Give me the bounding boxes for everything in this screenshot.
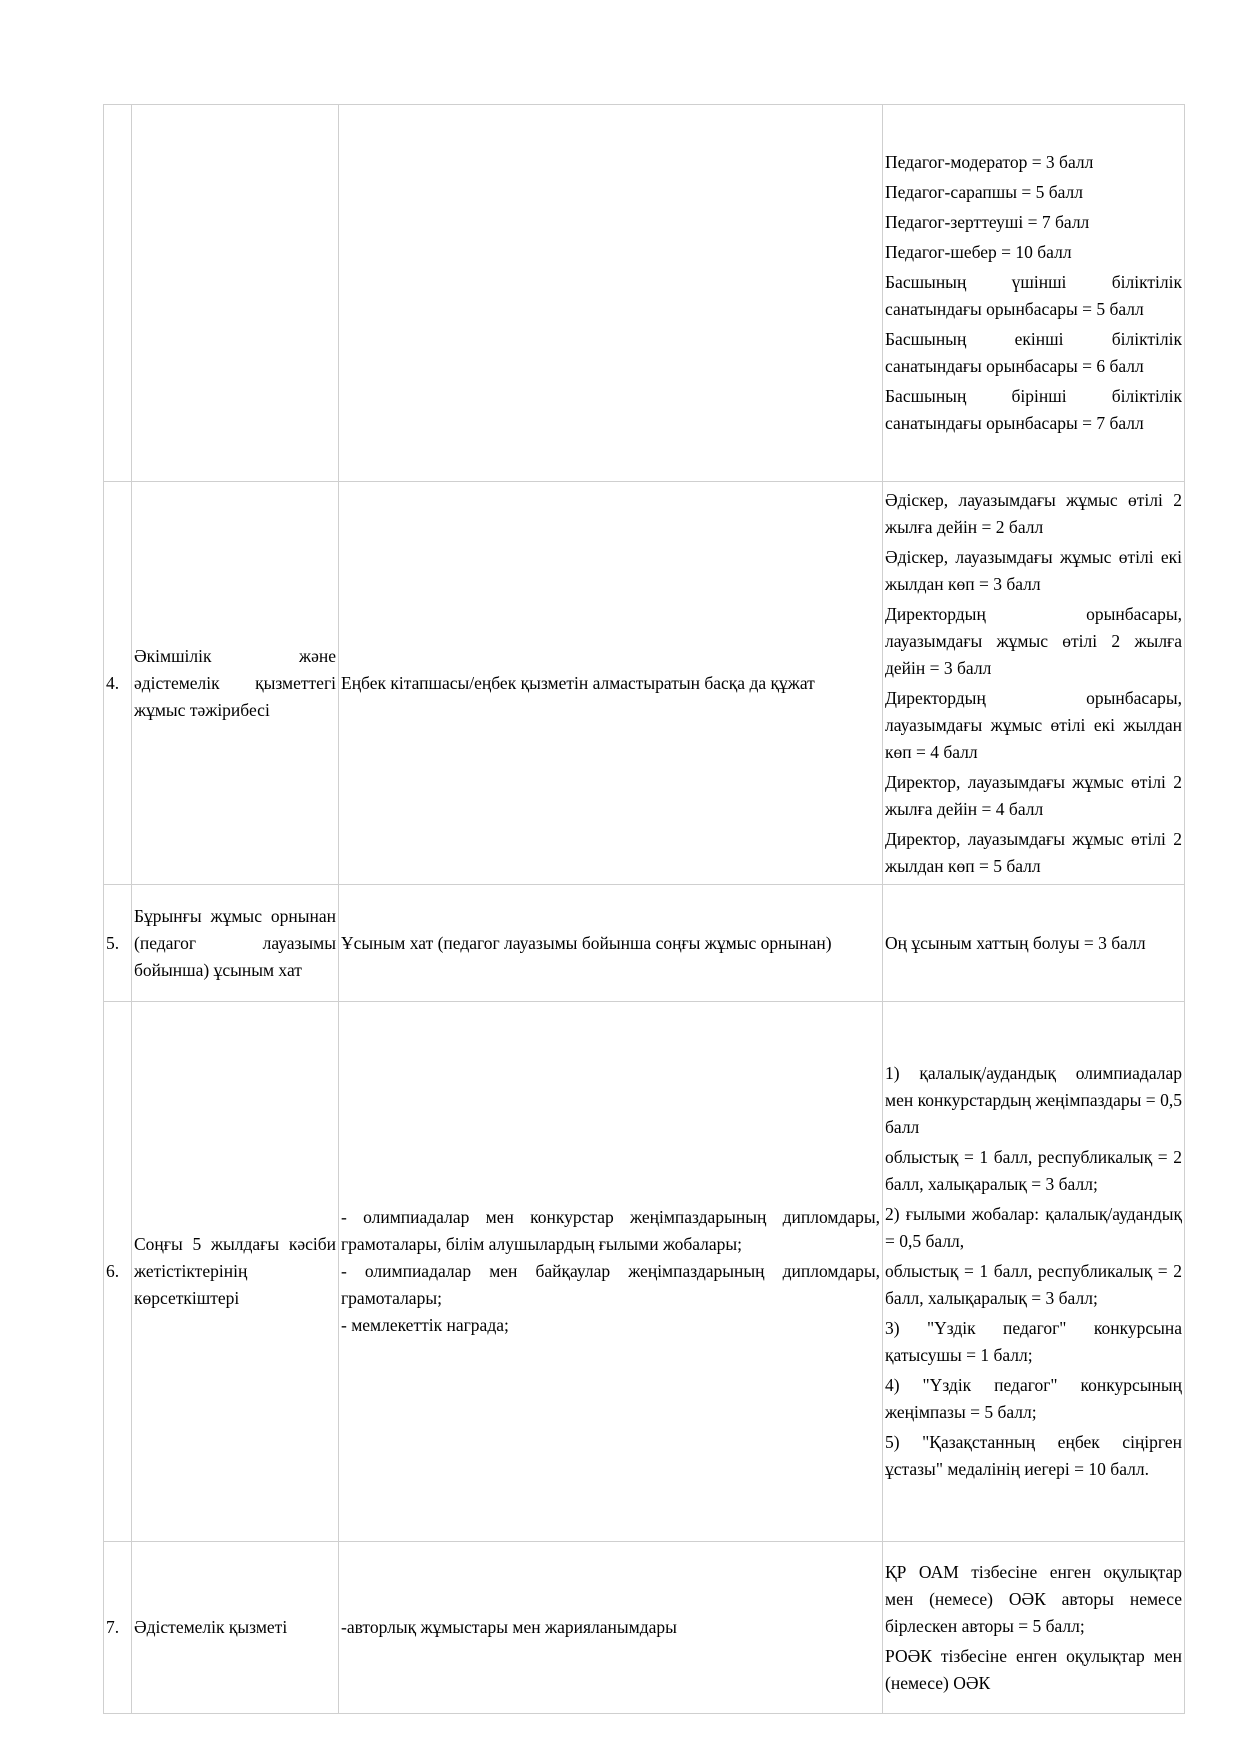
document-cell: [339, 885, 883, 1002]
document-item: -авторлық жұмыстары мен жарияланымдары: [341, 1617, 677, 1637]
score-item: Педагог-шебер = 10 балл: [885, 242, 1072, 262]
score-item: 3) "Үздік педагог" конкурсына қатысушы = 1 балл;: [885, 1318, 1182, 1365]
document-cell: [339, 105, 883, 482]
document-item: - олимпиадалар мен конкурстар жеңімпаздарының дипломдары, грамоталары, білім алушылардың ғылыми жобалары;: [341, 1207, 880, 1254]
document-item: Еңбек кітапшасы/еңбек қызметін алмастыратын басқа да құжат: [341, 672, 815, 693]
score-item: Директордың орынбасары, лауазымдағы жұмыс өтілі екі жылдан көп = 4 балл: [885, 687, 1182, 762]
row-number: 5.: [104, 885, 132, 1002]
score-item: облыстық = 1 балл, республикалық = 2 балл, халықаралық = 3 балл;: [885, 1147, 1182, 1194]
score-item: Оң ұсыным хаттың болуы = 3 балл: [885, 932, 1146, 953]
criteria-table: [103, 104, 1185, 1714]
score-item: Педагог-модератор = 3 балл: [885, 152, 1094, 172]
score-item: Педагог-сарапшы = 5 балл: [885, 182, 1084, 202]
score-cell: [883, 1002, 1185, 1542]
table-row: [104, 105, 1185, 482]
document-cell: [339, 1542, 883, 1714]
score-item: 4) "Үздік педагог" конкурсының жеңімпазы = 5 балл;: [885, 1375, 1182, 1422]
score-item: Директор, лауазымдағы жұмыс өтілі 2 жылдан көп = 5 балл: [885, 828, 1182, 876]
document-item: - мемлекеттік награда;: [341, 1315, 509, 1335]
document-item: Ұсыным хат (педагог лауазымы бойынша соңғы жұмыс орнынан): [341, 932, 832, 953]
document-item: - олимпиадалар мен байқаулар жеңімпаздарының дипломдары, грамоталары;: [341, 1261, 880, 1308]
score-cell: [883, 1542, 1185, 1714]
table-row: [104, 1002, 1185, 1542]
score-item: Басшының үшінші біліктілік санатындағы орынбасары = 5 балл: [885, 272, 1182, 319]
score-item: 2) ғылыми жобалар: қалалық/аудандық = 0,5 балл,: [885, 1204, 1182, 1251]
score-item: Әдіскер, лауазымдағы жұмыс өтілі 2 жылға дейін = 2 балл: [885, 489, 1182, 537]
table-row: [104, 482, 1185, 885]
criterion-cell: Бұрынғы жұмыс орнынан (педагог лауазымы бойынша) ұсыным хат: [132, 885, 339, 1002]
row-number: 7.: [104, 1542, 132, 1714]
table-row: [104, 1542, 1185, 1714]
score-cell: [883, 885, 1185, 1002]
score-item: Әдіскер, лауазымдағы жұмыс өтілі екі жылдан көп = 3 балл: [885, 546, 1182, 594]
score-item: Педагог-зерттеуші = 7 балл: [885, 212, 1090, 232]
score-item: Басшының екінші біліктілік санатындағы орынбасары = 6 балл: [885, 329, 1182, 376]
score-item: Басшының бірінші біліктілік санатындағы орынбасары = 7 балл: [885, 386, 1182, 433]
criterion-cell: [132, 105, 339, 482]
row-number: [104, 105, 132, 482]
score-item: Директордың орынбасары, лауазымдағы жұмыс өтілі 2 жылға дейін = 3 балл: [885, 603, 1182, 678]
score-item: ҚР ОАМ тізбесіне енген оқулықтар мен (немесе) ОӘК авторы немесе бірлескен авторы = 5 балл;: [885, 1561, 1182, 1636]
score-item: Директор, лауазымдағы жұмыс өтілі 2 жылға дейін = 4 балл: [885, 771, 1182, 819]
score-item: РОӘК тізбесіне енген оқулықтар мен (немесе) ОӘК: [885, 1645, 1182, 1693]
criterion-cell: Соңғы 5 жылдағы кәсіби жетістіктерінің көрсеткіштері: [132, 1002, 339, 1542]
row-number: 6.: [104, 1002, 132, 1542]
criterion-cell: Әдістемелік қызметі: [132, 1542, 339, 1714]
score-cell: [883, 482, 1185, 885]
criterion-cell: Әкімшілік және әдістемелік қызметтегі жұмыс тәжірибесі: [132, 482, 339, 885]
score-cell: [883, 105, 1185, 482]
table-row: [104, 885, 1185, 1002]
row-number: 4.: [104, 482, 132, 885]
document-cell: [339, 1002, 883, 1542]
score-item: 1) қалалық/аудандық олимпиадалар мен конкурстардың жеңімпаздары = 0,5 балл: [885, 1063, 1182, 1137]
score-item: облыстық = 1 балл, республикалық = 2 балл, халықаралық = 3 балл;: [885, 1261, 1182, 1308]
document-cell: [339, 482, 883, 885]
score-item: 5) "Қазақстанның еңбек сіңірген ұстазы" медалінің иегері = 10 балл.: [885, 1432, 1182, 1479]
